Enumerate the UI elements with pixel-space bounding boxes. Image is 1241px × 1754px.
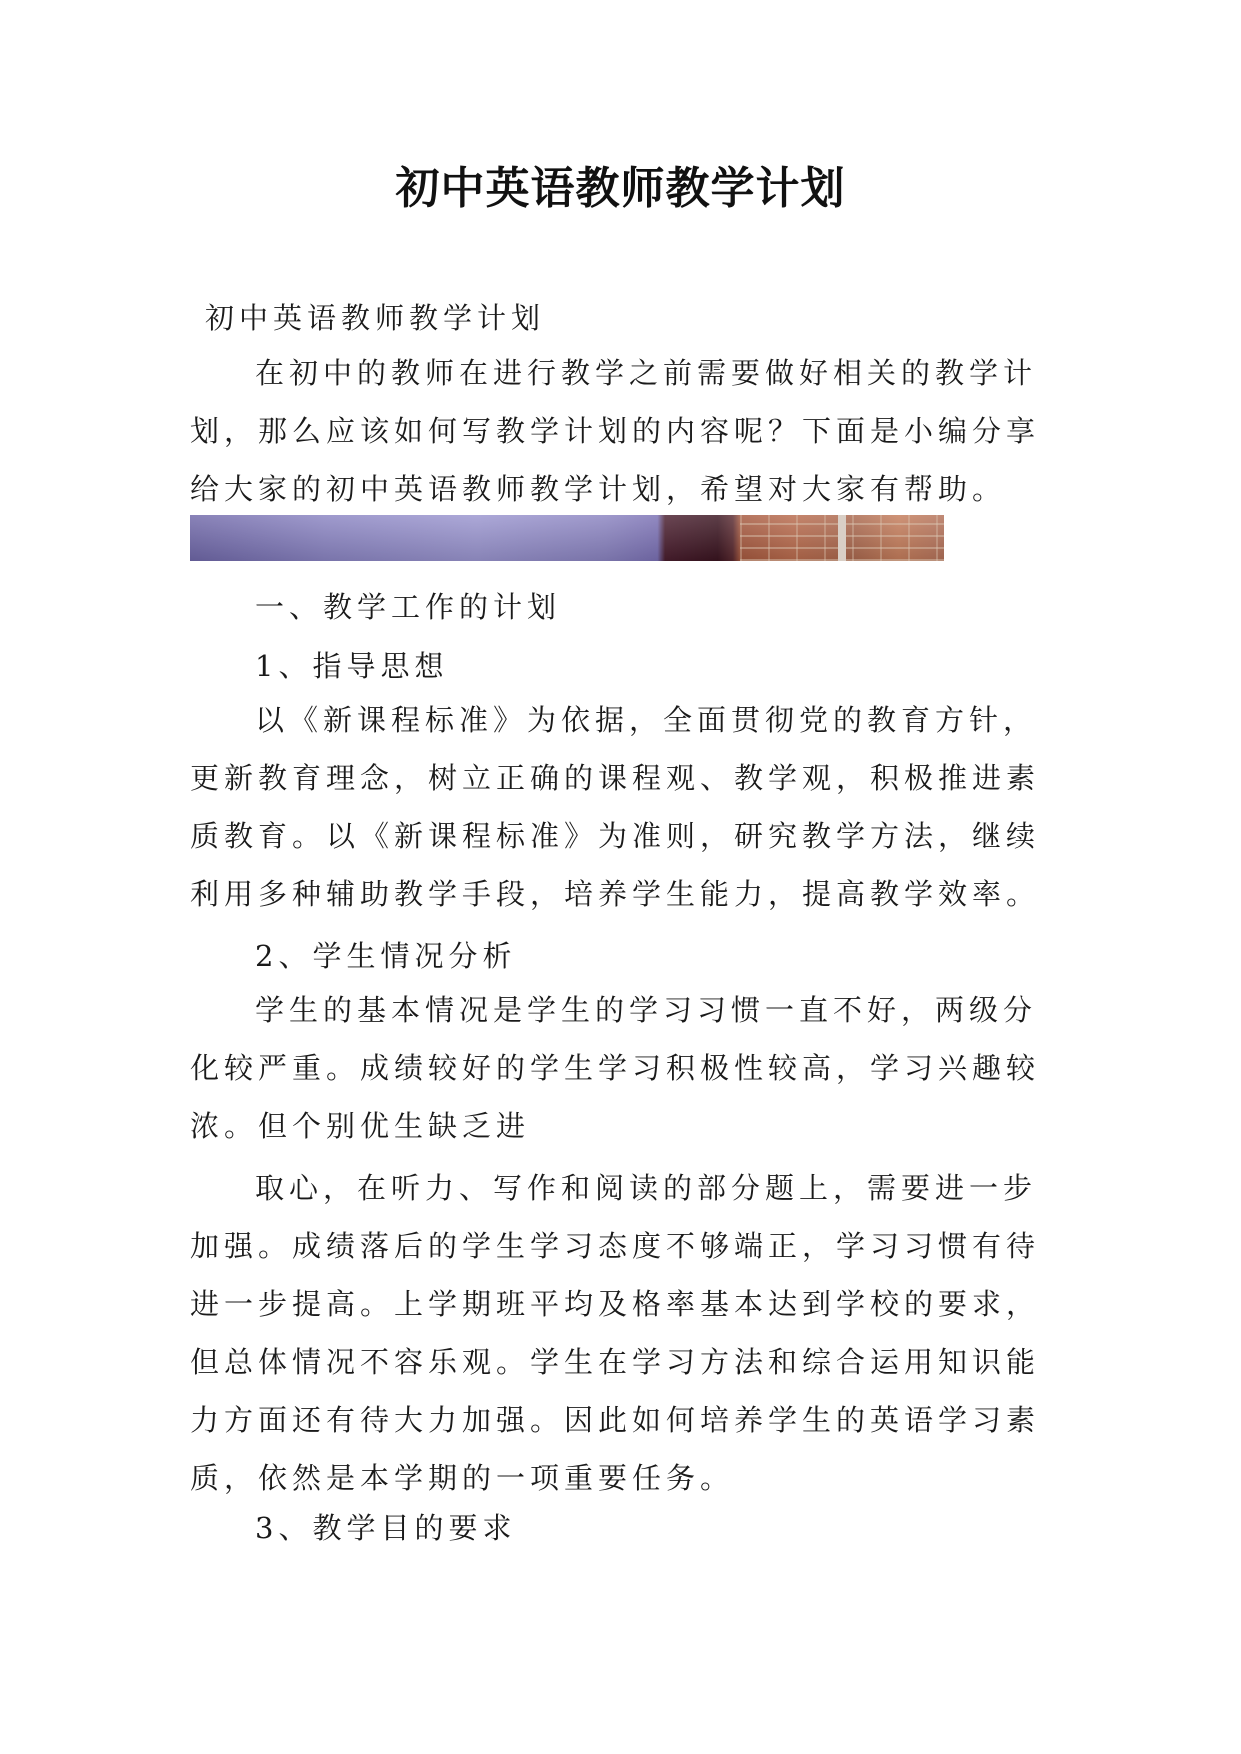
paragraph-student-analysis-b: 取心，在听力、写作和阅读的部分题上，需要进一步加强。成绩落后的学生学习态度不够端正，学习习惯有待进一步提高。上学期班平均及格率基本达到学校的要求，但总体情况不容乐观。学生在学习方法和综合运用知识能力方面还有待大力加强。因此如何培养学生的英语学习素质，依然是本学期的一项重要任务。 bbox=[190, 1171, 1041, 1495]
subheading-teaching-goals: 3、教学目的要求 bbox=[255, 1511, 517, 1545]
subheading-guiding-thought: 1、指导思想 bbox=[255, 649, 449, 683]
intro-paragraph: 在初中的教师在进行教学之前需要做好相关的教学计划，那么应该如何写教学计划的内容呢？下面是小编分享给大家的初中英语教师教学计划，希望对大家有帮助。 bbox=[190, 356, 1041, 506]
section-heading-teaching-plan: 一、教学工作的计划 bbox=[255, 590, 562, 624]
document-title: 初中英语教师教学计划 bbox=[395, 163, 846, 214]
document-subtitle: 初中英语教师教学计划 bbox=[205, 301, 546, 335]
banner-image bbox=[190, 515, 944, 561]
paragraph-guiding-thought: 以《新课程标准》为依据，全面贯彻党的教育方针，更新教育理念，树立正确的课程观、教学观，积极推进素质教育。以《新课程标准》为准则，研究教学方法，继续利用多种辅助教学手段，培养学生能力，提高教学效率。 bbox=[190, 703, 1041, 911]
paragraph-student-analysis-a: 学生的基本情况是学生的学习习惯一直不好，两级分化较严重。成绩较好的学生学习积极性较高，学习兴趣较浓。但个别优生缺乏进 bbox=[190, 993, 1041, 1143]
subheading-student-analysis: 2、学生情况分析 bbox=[255, 939, 517, 973]
